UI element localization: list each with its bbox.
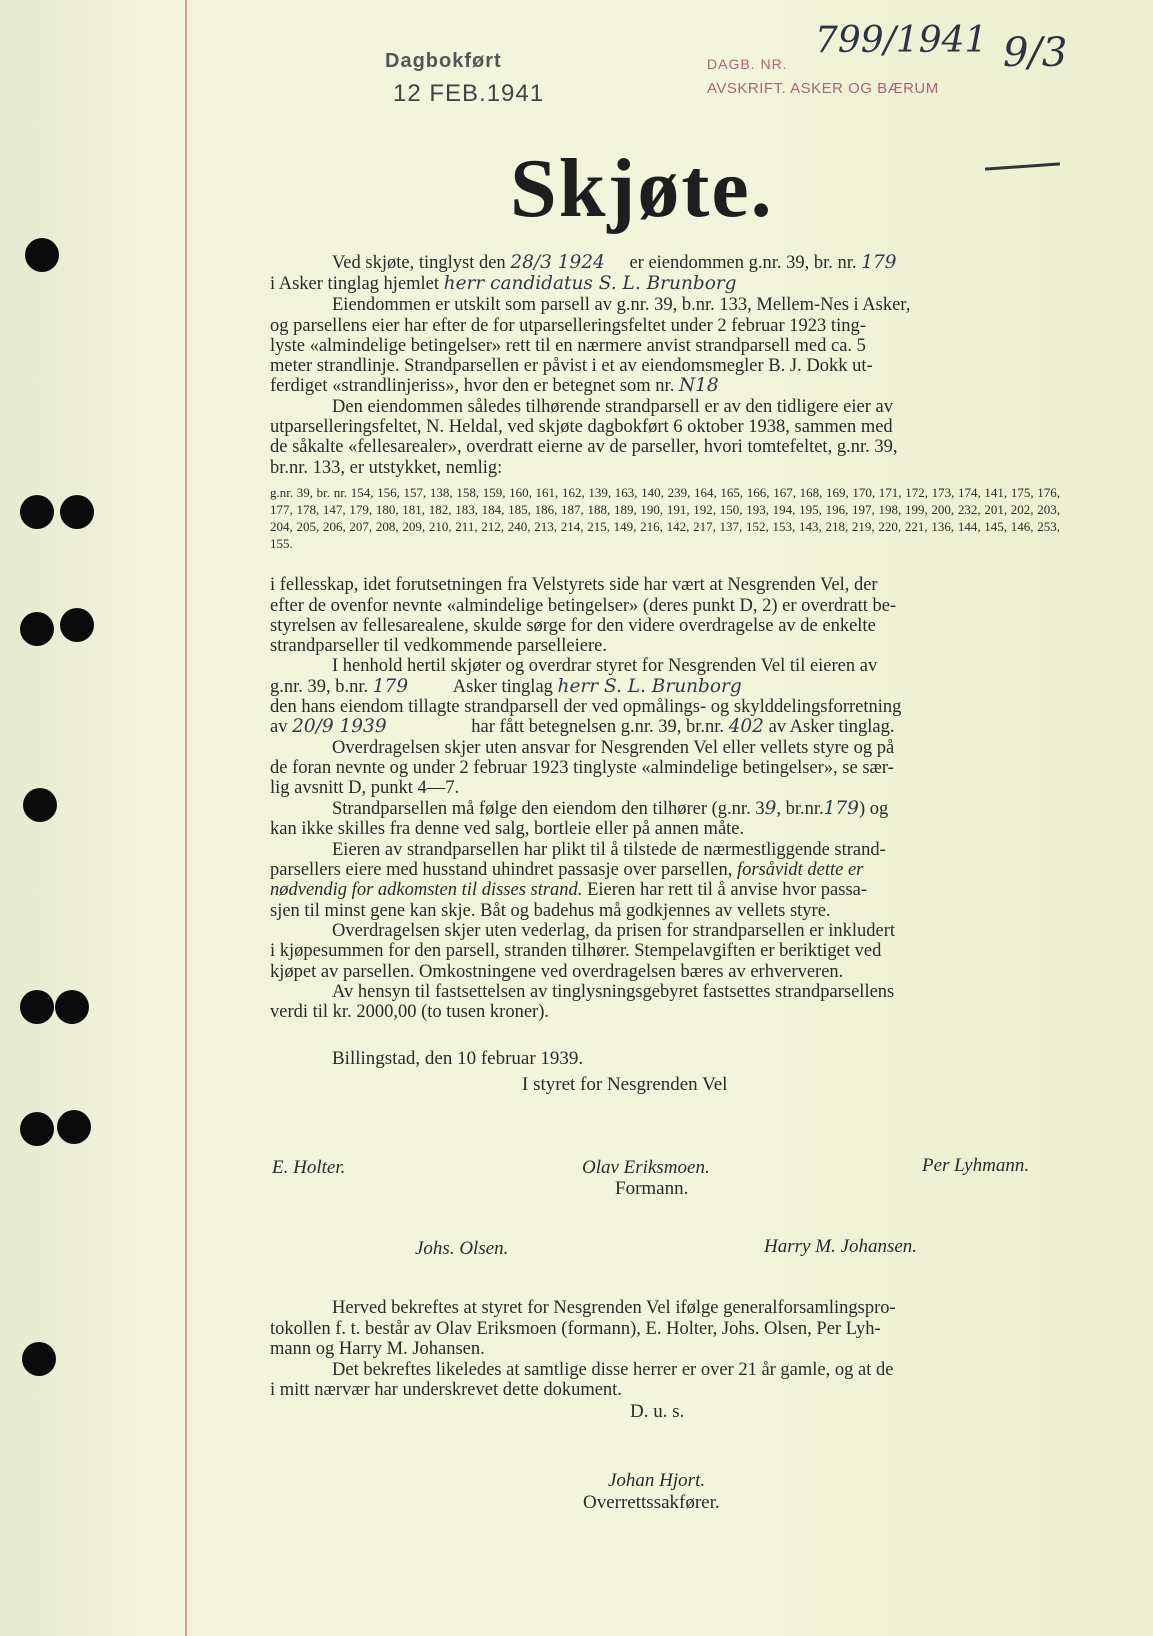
binder-hole [57,1110,91,1144]
binder-hole [20,495,54,529]
signature-formann: Formann. [615,1178,689,1199]
text-line: Overdragelsen skjer uten vederlag, da prisen for strandparsellen er inkludert [332,921,896,941]
text-span: Asker tinglag [452,677,553,697]
handwritten-fill: N18 [678,375,719,396]
binder-hole [55,990,89,1024]
dus-line: D. u. s. [630,1401,685,1422]
binder-hole [20,1112,54,1146]
text-line: sjen til minst gene kan skje. Båt og badehus må godkjennes av vellets styre. [270,901,831,921]
text-line: styrelsen av fellesarealene, skulde sørge for den videre overdragelse av de enkelte [270,616,876,636]
text-line: lyste «almindelige betingelser» rett til en nærmere anvist strandparsell med ca. 5 [270,336,866,356]
binder-hole [23,788,57,822]
signature-eriksmoen: Olav Eriksmoen. [582,1157,710,1178]
text-line: de såkalte «fellesarealer», overdratt eierne av de parseller, hvori tomtefeltet, g.nr. 39, [270,437,898,457]
confirmation-line: tokollen f. t. består av Olav Eriksmoen (formann), E. Holter, Johs. Olsen, Per Lyh- [270,1319,881,1339]
text-line [270,677,742,697]
handwritten-fill: 179 [372,676,409,697]
text-line: strandparseller til vedkommende parselleiere. [270,636,607,656]
place-date: Billingstad, den 10 februar 1939. [332,1048,584,1069]
handwritten-fill: herr S. L. Brunborg [557,676,742,697]
handwritten-dash [985,162,1060,170]
confirmation-line: i mitt nærvær har underskrevet dette dokument. [270,1380,622,1400]
text-line: kan ikke skilles fra denne ved salg, bortleie eller på annen måte. [270,819,745,839]
handwritten-fill: 28/3 1924 [510,252,605,273]
binder-hole [20,990,54,1024]
text-span: Ved skjøte, tinglyst den [332,253,506,273]
signature-johansen: Harry M. Johansen. [764,1236,918,1257]
text-span: forsåvidt dette er [736,860,864,880]
binder-hole [25,238,59,272]
avskrift-stamp: AVSKRIFT. ASKER OG BÆRUM [707,80,939,97]
text-line: den hans eiendom tillagte strandparsell der ved opmålings- og skylddelingsforretning [270,697,902,717]
text-line: I henhold hertil skjøter og overdrar styret for Nesgrenden Vel til eieren av [332,656,878,676]
board-line: I styret for Nesgrenden Vel [522,1074,728,1095]
confirmation-line: mann og Harry M. Johansen. [270,1339,485,1359]
text-span: av [270,717,288,737]
handwritten-corner-mark: 9/3 [1003,30,1068,76]
binder-hole [20,612,54,646]
parcel-number-list: g.nr. 39, br. nr. 154, 156, 157, 138, 158, 159, 160, 161, 162, 139, 163, 140, 239, 164, 165, 166, 167, 168, 169, 170, 171, 172, 173, 174, 141, 175, 176, 177, 178, 147, 179, 180, 181, 182, 183, 184, 185, 186, 187, 188, 189, 190, 191, 192, 150, 193, 194, 195, 196, 197, 198, 199, 200, 232, 201, 202, 203, 204, 205, 206, 207, 208, 209, 210, 211, 212, 240, 213, 214, 215, 149, 216, 142, 217, 137, 152, 153, 143, 218, 219, 220, 221, 136, 144, 145, 146, 253, 155. [270,485,1060,551]
handwritten-fill: 179 [823,798,859,819]
text-line: i kjøpesummen for den parsell, stranden tilhører. Stempelavgiften er beriktiget ved [270,941,882,961]
text-line [270,274,737,294]
signature-olsen: Johs. Olsen. [415,1238,509,1259]
text-line: br.nr. 133, er utstykket, nemlig: [270,458,503,478]
text-line [270,717,894,737]
binder-hole [60,608,94,642]
handwritten-fill: herr candidatus S. L. Brunborg [443,273,737,294]
handwritten-fill: 179 [861,252,897,273]
text-line [332,253,897,273]
margin-line [185,0,187,1636]
dagb-nr-stamp: DAGB. NR. [707,56,788,72]
signature-lyhmann: Per Lyhmann. [922,1155,1030,1176]
text-line: efter de ovenfor nevnte «almindelige betingelser» (deres punkt D, 2) er overdratt be- [270,596,897,616]
text-span: Eieren har rett til å anvise hvor passa- [587,880,868,900]
text-span: ferdiget «strandlinjeriss», hvor den er betegnet som nr. [270,376,675,396]
text-line: Den eiendommen således tilhørende strandparsell er av den tidligere eier av [332,397,893,417]
text-line: lig avsnitt D, punkt 4—7. [270,778,460,798]
text-line [270,860,863,880]
handwritten-fill: 9 [764,798,777,819]
text-line: kjøpet av parsellen. Omkostningene ved overdragelsen bæres av erhververen. [270,962,844,982]
document-title: Skjøte. [510,142,774,235]
text-line: Eiendommen er utskilt som parsell av g.nr. 39, b.nr. 133, Mellem-Nes i Asker, [332,295,911,315]
text-span: av Asker tinglag. [768,717,895,737]
text-span: nødvendig for adkomsten til disses strand. [270,880,583,900]
text-line [332,799,888,819]
signature-holter: E. Holter. [272,1157,346,1178]
text-span: g.nr. 39, b.nr. [270,677,369,697]
handwritten-fill: 402 [728,716,764,737]
text-line: utparselleringsfeltet, N. Heldal, ved skjøte dagbokført 6 oktober 1938, sammen med [270,417,893,437]
confirmation-line: Det bekreftes likeledes at samtlige disse herrer er over 21 år gamle, og at de [332,1360,894,1380]
confirmation-line: Herved bekreftes at styret for Nesgrenden Vel ifølge generalforsamlingspro- [332,1298,896,1318]
dagbok-stamp: Dagbokført [385,50,502,72]
text-span: har fått betegnelsen g.nr. 39, br.nr. [471,717,725,737]
text-span: parsellers eiere med husstand uhindret passasje over parsellen, [270,860,733,880]
text-line: og parsellens eier har efter de for utparselleringsfeltet under 2 februar 1923 ting- [270,316,866,336]
binder-hole [22,1342,56,1376]
text-line: Eieren av strandparsellen har plikt til å tilstede de nærmestliggende strand- [332,840,886,860]
text-line: Av hensyn til fastsettelsen av tinglysningsgebyret fastsettes strandparsellens [332,982,895,1002]
binder-hole [60,495,94,529]
text-line: verdi til kr. 2000,00 (to tusen kroner). [270,1002,549,1022]
text-line: meter strandlinje. Strandparsellen er påvist i et av eiendomsmegler B. J. Dokk ut- [270,356,873,376]
text-line [270,376,719,396]
text-span: , br.nr. [776,799,824,819]
notary-title: Overrettssakfører. [583,1492,720,1513]
text-span: ) og [858,799,889,819]
handwritten-fill: 20/9 1939 [292,716,387,737]
text-line: i fellesskap, idet forutsetningen fra Velstyrets side har vært at Nesgrenden Vel, der [270,575,878,595]
notary-signature: Johan Hjort. [608,1470,706,1491]
text-line [270,880,867,900]
handwritten-dagbok-number: 799/1941 [815,20,988,61]
text-line: de foran nevnte og under 2 februar 1923 tinglyste «almindelige betingelser», se sær- [270,758,894,778]
text-span: er eiendommen g.nr. 39, br. nr. [629,253,857,273]
dagbok-date-stamp: 12 FEB.1941 [393,80,545,107]
text-span: Strandparsellen må følge den eiendom den tilhører (g.nr. 3 [332,799,765,819]
text-span: i Asker tinglag hjemlet [270,274,440,294]
text-line: Overdragelsen skjer uten ansvar for Nesgrenden Vel eller vellets styre og på [332,738,895,758]
